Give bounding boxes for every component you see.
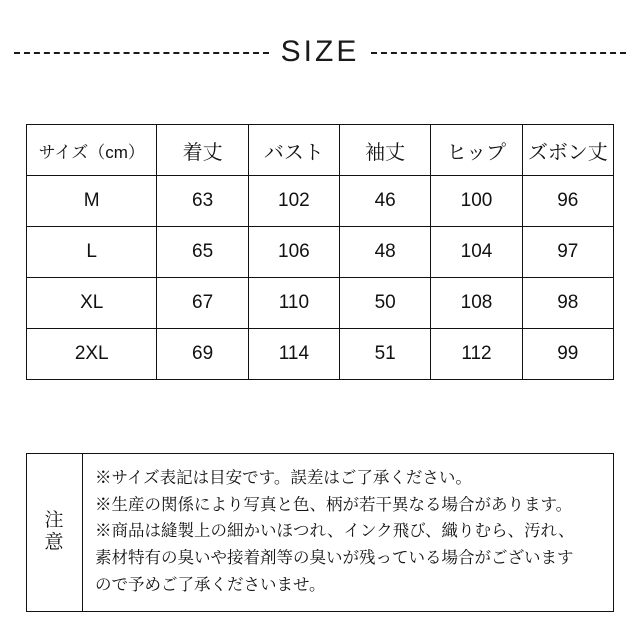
table-cell: 106	[248, 227, 339, 278]
table-cell: 110	[248, 278, 339, 329]
notice-line: ※サイズ表記は目安です。誤差はご了承ください。	[95, 469, 472, 487]
table-header-cell: 袖丈	[340, 125, 431, 176]
table-header-cell: ヒップ	[431, 125, 522, 176]
notice-line: ※商品は縫製上の細かいほつれ、インク飛び、織りむら、汚れ、	[95, 522, 575, 541]
size-table-container	[26, 124, 614, 380]
table-cell: 46	[340, 176, 431, 227]
table-cell: 114	[248, 329, 339, 380]
size-header	[0, 30, 640, 74]
table-cell: 108	[431, 278, 522, 329]
table-cell: 100	[431, 176, 522, 227]
size-table	[26, 124, 614, 380]
table-cell: 96	[522, 176, 613, 227]
table-cell: 48	[340, 227, 431, 278]
size-label-cell: 2XL	[27, 329, 157, 380]
notice-line: ので予めご了承くださいませ。	[95, 575, 326, 594]
table-cell: 102	[248, 176, 339, 227]
notice-label	[27, 454, 83, 611]
table-cell: 63	[157, 176, 248, 227]
table-header-cell: サイズ（cm）	[27, 125, 157, 176]
table-cell: 67	[157, 278, 248, 329]
table-cell: 104	[431, 227, 522, 278]
notice-box	[26, 453, 614, 612]
size-label-cell: M	[27, 176, 157, 227]
table-row	[27, 329, 614, 380]
notice-line: 素材特有の臭いや接着剤等の臭いが残っている場合がございます	[95, 549, 574, 568]
table-cell: 51	[340, 329, 431, 380]
table-header-cell: バスト	[248, 125, 339, 176]
notice-label-text: 注意	[44, 510, 65, 554]
table-cell: 65	[157, 227, 248, 278]
table-row	[27, 227, 614, 278]
table-row	[27, 278, 614, 329]
table-cell: 99	[522, 329, 613, 380]
notice-line: ※生産の関係により写真と色、柄が若干異なる場合があります。	[95, 495, 573, 514]
table-cell: 98	[522, 278, 613, 329]
table-header-cell: 着丈	[157, 125, 248, 176]
table-header-cell: ズボン丈	[522, 125, 613, 176]
dashed-rule-left	[14, 52, 269, 54]
size-label-cell: L	[27, 227, 157, 278]
table-row	[27, 176, 614, 227]
dashed-rule-right	[371, 52, 626, 54]
table-cell: 97	[522, 227, 613, 278]
table-cell: 69	[157, 329, 248, 380]
size-label-cell: XL	[27, 278, 157, 329]
notice-body	[83, 454, 613, 611]
table-cell: 50	[340, 278, 431, 329]
page-title: SIZE	[280, 35, 360, 68]
table-header-row	[27, 125, 614, 176]
table-cell: 112	[431, 329, 522, 380]
